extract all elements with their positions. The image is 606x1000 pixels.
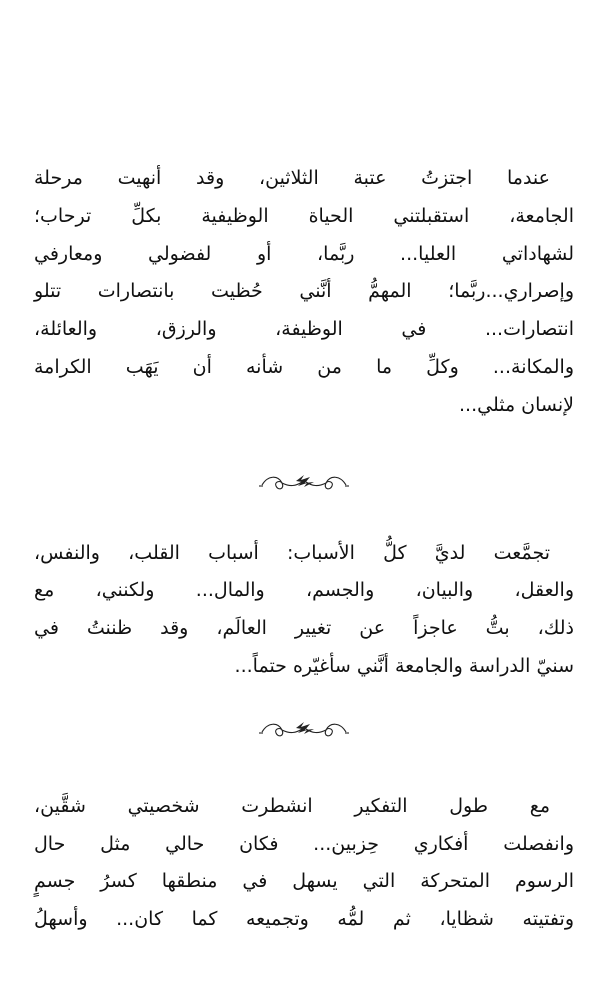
text-line: الجامعة، استقبلتني الحياة الوظيفية بكلِّ ترحاب؛ [34, 204, 574, 227]
text-line: سنيّ الدراسة والجامعة أنَّني سأغيّره حتماً... [234, 654, 574, 677]
text-line: والمكانة... وكلِّ ما من شأنه أن يَهَب الكرامة [34, 355, 574, 378]
text-line: وانفصلت أفكاري حِزبين... فكان حالي مثل حال [34, 832, 574, 855]
floral-divider-ornament-icon [258, 471, 350, 493]
text-line: والعقل، والبيان، والجسم، والمال... ولكنني، مع [34, 579, 574, 602]
text-line: الرسوم المتحركة التي يسهل في منطقها كسرُ جسمٍ [34, 870, 574, 893]
book-page [34, 160, 574, 939]
section-divider [34, 714, 574, 744]
text-line: لإنسان مثلي... [458, 393, 574, 416]
floral-divider-ornament-icon [258, 718, 350, 740]
text-line: وتفتيته شظايا، ثم لمُّه وتجميعه كما كان... وأسهلُ [34, 908, 574, 931]
text-line: تجمَّعت لديَّ كلُّ الأسباب: أسباب القلب، والنفس، [34, 541, 550, 564]
text-line: انتصارات... في الوظيفة، والرزق، والعائلة، [34, 318, 574, 341]
paragraph-1 [34, 160, 574, 425]
text-line: وإصراري...ربَّما؛ المهمُّ أنَّني حُظيت بانتصارات تتلو [34, 280, 574, 303]
text-line: مع طول التفكير انشطرت شخصيتي شقَّين، [34, 794, 550, 817]
section-divider [34, 467, 574, 497]
paragraph-3 [34, 788, 574, 939]
paragraph-2 [34, 535, 574, 686]
text-line: لشهاداتي العليا... ربَّما، أو لفضولي ومعارفي [34, 242, 574, 265]
text-line: ذلك، بتُّ عاجزاً عن تغيير العالَم، وقد ظننتُ في [34, 617, 574, 640]
text-line: عندما اجتزتُ عتبة الثلاثين، وقد أنهيت مرحلة [34, 167, 550, 189]
